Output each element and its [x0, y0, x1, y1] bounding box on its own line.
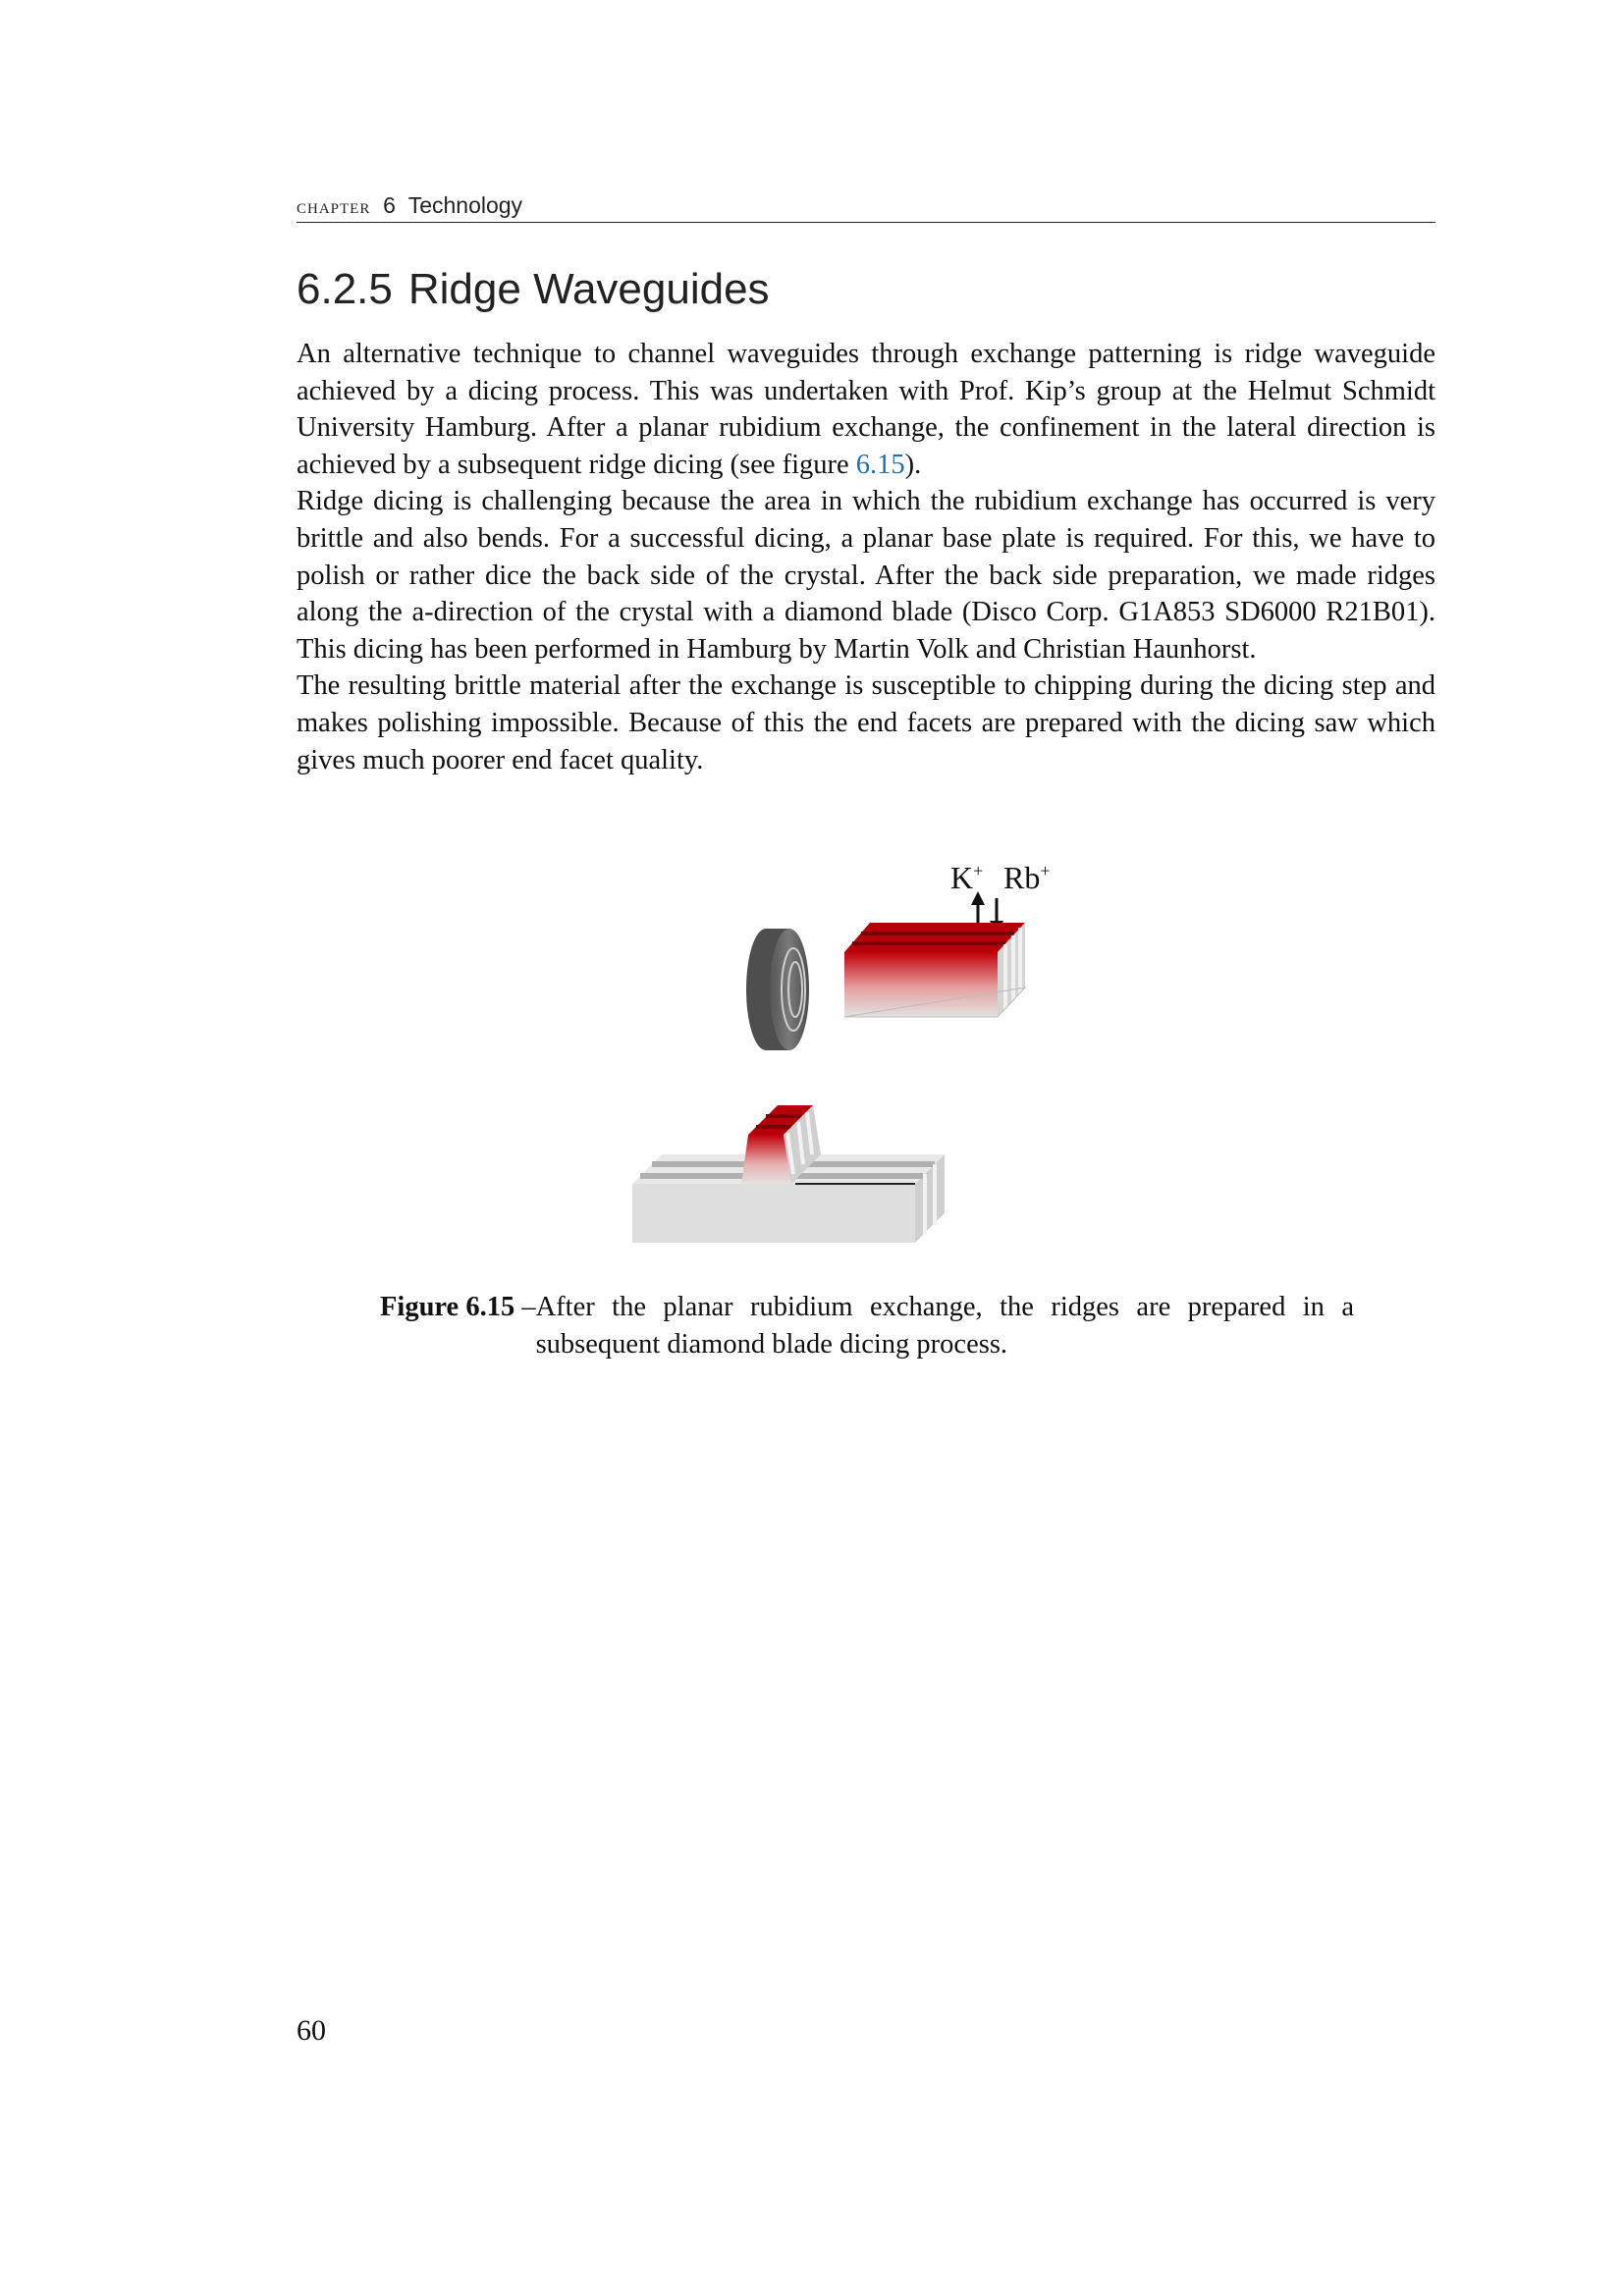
exchanged-crystal [844, 923, 1025, 1017]
rb-ion-text: Rb [1003, 860, 1041, 895]
section-title-text: Ridge Waveguides [407, 265, 770, 313]
figure-ridge-dicing [619, 844, 1129, 1276]
figure-caption [380, 1289, 1354, 1362]
paragraph-1 [297, 336, 1435, 483]
paragraph-2: Ridge dicing is challenging because the area in which the rubidium exchange has occurred is very brittle and also bends. For a successful dicing, a planar base plate is required. For this, we have to polish or rather dice the back side of the crystal. After the back side preparation, we made ridges along the a-direction of the crystal with a diamond blade (Disco Corp. G1A853 SD6000 R21B01). This dicing has been performed in Hamburg by Martin Volk and Christian Haunhorst. [297, 486, 1435, 665]
diamond-blade [746, 929, 809, 1050]
caption-text: After the planar rubidium exchange, the ridges are prepared in a subsequent diamond blade dicing process. [535, 1292, 1354, 1360]
running-head [297, 188, 1435, 223]
k-ion-charge: + [973, 861, 984, 881]
rb-ion-label [1003, 860, 1051, 895]
k-ion-label [950, 860, 983, 895]
page-number: 60 [297, 2014, 326, 2047]
paragraph-3: The resulting brittle material after the exchange is susceptible to chipping during the dicing step and makes polishing impossible. Because of this the end facets are prepared with the dicing saw which gives much poorer end facet quality. [297, 670, 1435, 775]
paragraph-1-end: ). [904, 449, 922, 480]
caption-label: Figure 6.15 [380, 1292, 515, 1322]
figure-reference-link[interactable]: 6.15 [855, 449, 905, 480]
chapter-header [297, 192, 522, 219]
ridged-crystal [632, 1105, 945, 1243]
section-title [297, 265, 770, 314]
caption-dash: – [514, 1292, 536, 1322]
chapter-number: 6 [383, 192, 396, 218]
rb-ion-charge: + [1040, 861, 1051, 881]
chapter-title: Technology [407, 192, 523, 218]
chapter-word: chapter [297, 194, 371, 218]
caption-head [380, 1289, 536, 1362]
ridge-dicing-diagram [619, 844, 1129, 1276]
body-text [297, 336, 1435, 778]
section-number: 6.2.5 [297, 265, 393, 313]
caption-line [380, 1289, 1354, 1362]
paragraph-1-text: An alternative technique to channel waveguides through exchange patterning is ridge waveguide achieved by a dicing process. This was undertaken with Prof. Kip’s group at the Helmut Schmidt University Hamburg. After a planar rubidium exchange, the confinement in the lateral direction is achieved by a subsequent ridge dicing (see figure [297, 339, 1435, 480]
k-ion-text: K [950, 860, 974, 895]
